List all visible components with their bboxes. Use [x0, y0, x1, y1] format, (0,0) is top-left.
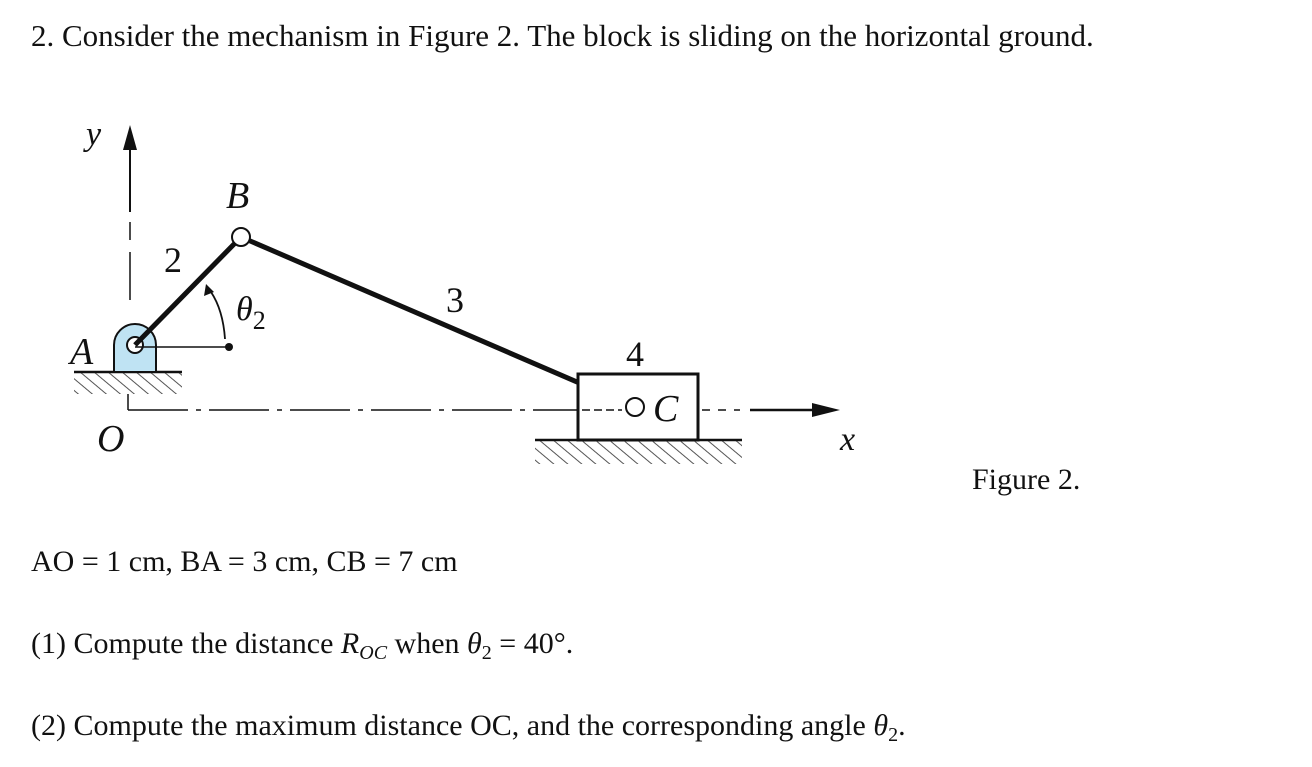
- x-axis-label: x: [840, 421, 856, 458]
- mechanism-figure: [0, 100, 900, 480]
- problem-heading: 2. Consider the mechanism in Figure 2. The block is sliding on the horizontal ground.: [31, 18, 1094, 53]
- y-axis: [123, 125, 137, 300]
- question-2-prefix: (2) Compute the maximum distance OC, and the corresponding angle: [31, 709, 874, 742]
- y-axis-label: y: [86, 116, 102, 153]
- link-2-label: 2: [164, 240, 182, 280]
- theta-arc: [211, 292, 225, 339]
- pin-c: [626, 398, 644, 416]
- r-oc-symbol: $R_{OC}$: [340, 627, 388, 664]
- ground-a: [74, 372, 182, 394]
- point-a-label: A: [70, 331, 94, 373]
- question-1-suffix: = 40°.: [491, 627, 574, 660]
- origin-o-label: O: [97, 418, 125, 460]
- link-3-label: 3: [446, 280, 464, 320]
- question-1-prefix: (1) Compute the distance: [31, 627, 341, 660]
- question-1-middle: when: [387, 627, 468, 660]
- point-c-label: C: [653, 388, 679, 430]
- theta-2-symbol: $\theta_2$: [467, 627, 492, 664]
- pin-b: [232, 228, 250, 246]
- link-3: [241, 237, 628, 404]
- question-2-suffix: .: [898, 709, 906, 742]
- point-b-label: B: [226, 175, 250, 217]
- question-1: [31, 624, 573, 664]
- question-2: [31, 706, 906, 746]
- link-4-label: 4: [626, 334, 644, 374]
- ground-block: [535, 440, 742, 464]
- x-axis: [128, 403, 840, 417]
- angle-reference-dot: [225, 343, 233, 351]
- given-lengths: AO = 1 cm, BA = 3 cm, CB = 7 cm: [31, 545, 458, 578]
- theta-2-label: $\theta_2$: [236, 291, 266, 335]
- link-2: [135, 237, 241, 345]
- figure-caption: Figure 2.: [972, 463, 1081, 496]
- theta-2-symbol: $\theta_2$: [873, 709, 899, 746]
